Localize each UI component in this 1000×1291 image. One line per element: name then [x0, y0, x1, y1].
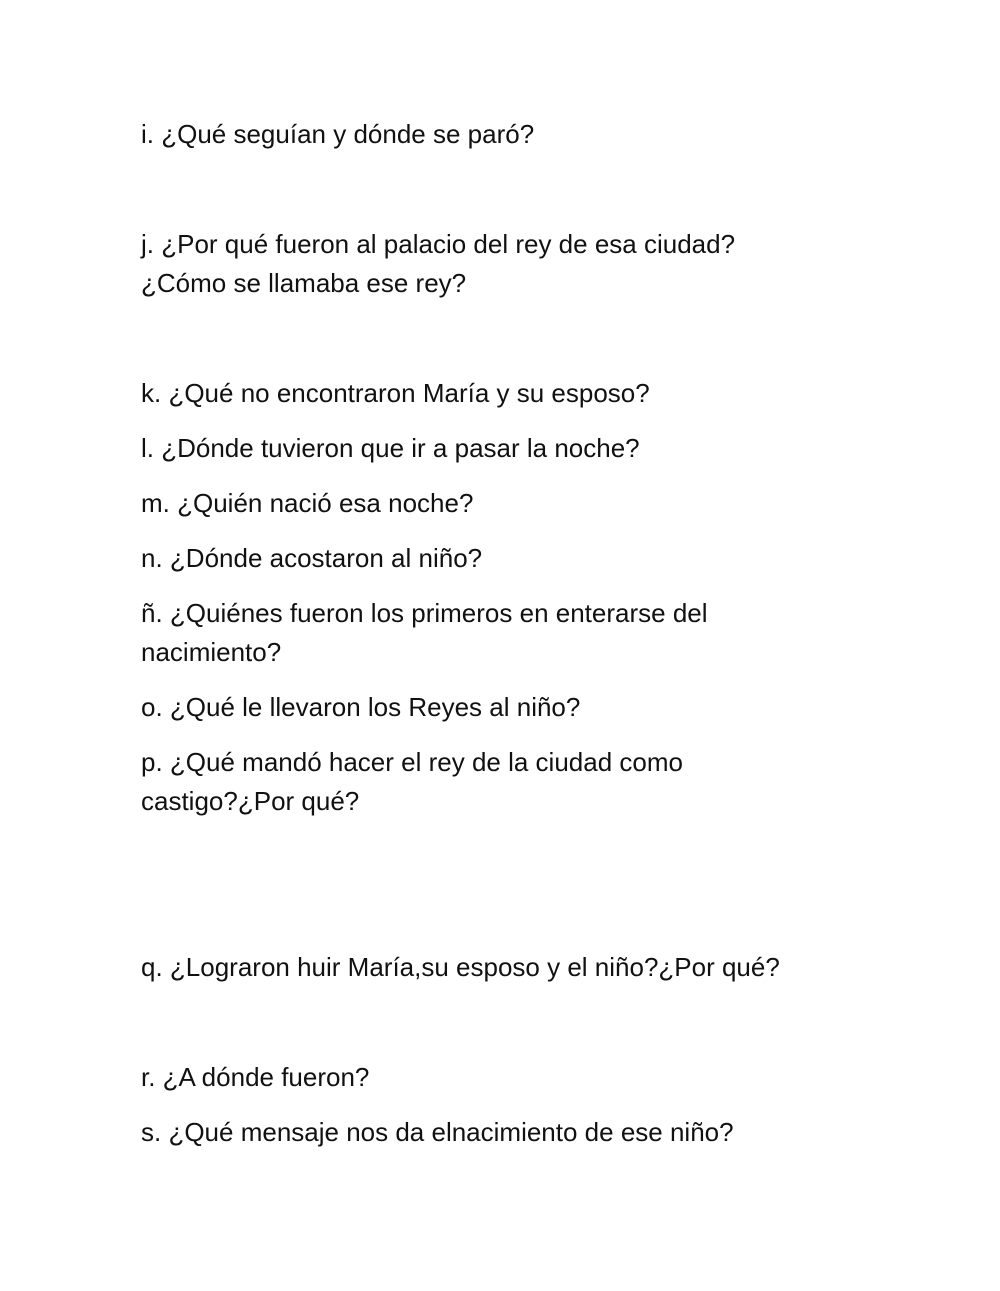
question-k [141, 374, 881, 413]
question-enye [141, 594, 881, 672]
question-p [141, 743, 881, 821]
question-i [141, 115, 881, 154]
question-line: i. ¿Qué seguían y dónde se paró? [141, 119, 535, 149]
question-s [141, 1113, 881, 1152]
question-line: q. ¿Lograron huir María,su esposo y el niño?¿Por qué? [141, 952, 780, 982]
question-line: p. ¿Qué mandó hacer el rey de la ciudad como [141, 747, 683, 777]
question-o [141, 688, 881, 727]
question-line: n. ¿Dónde acostaron al niño? [141, 543, 483, 573]
question-n [141, 539, 881, 578]
question-j [141, 225, 881, 303]
question-line: ¿Cómo se llamaba ese rey? [141, 268, 467, 298]
question-l [141, 429, 881, 468]
question-line: m. ¿Quién nació esa noche? [141, 488, 474, 518]
question-line: ñ. ¿Quiénes fueron los primeros en enterarse del [141, 598, 708, 628]
question-line: castigo?¿Por qué? [141, 786, 360, 816]
question-line: k. ¿Qué no encontraron María y su esposo? [141, 378, 650, 408]
question-r [141, 1058, 881, 1097]
question-line: j. ¿Por qué fueron al palacio del rey de esa ciudad? [141, 229, 736, 259]
question-q [141, 948, 881, 987]
question-m [141, 484, 881, 523]
question-line: r. ¿A dónde fueron? [141, 1062, 370, 1092]
question-line: nacimiento? [141, 637, 282, 667]
question-line: s. ¿Qué mensaje nos da elnacimiento de ese niño? [141, 1117, 734, 1147]
question-line: l. ¿Dónde tuvieron que ir a pasar la noche? [141, 433, 640, 463]
question-line: o. ¿Qué le llevaron los Reyes al niño? [141, 692, 581, 722]
